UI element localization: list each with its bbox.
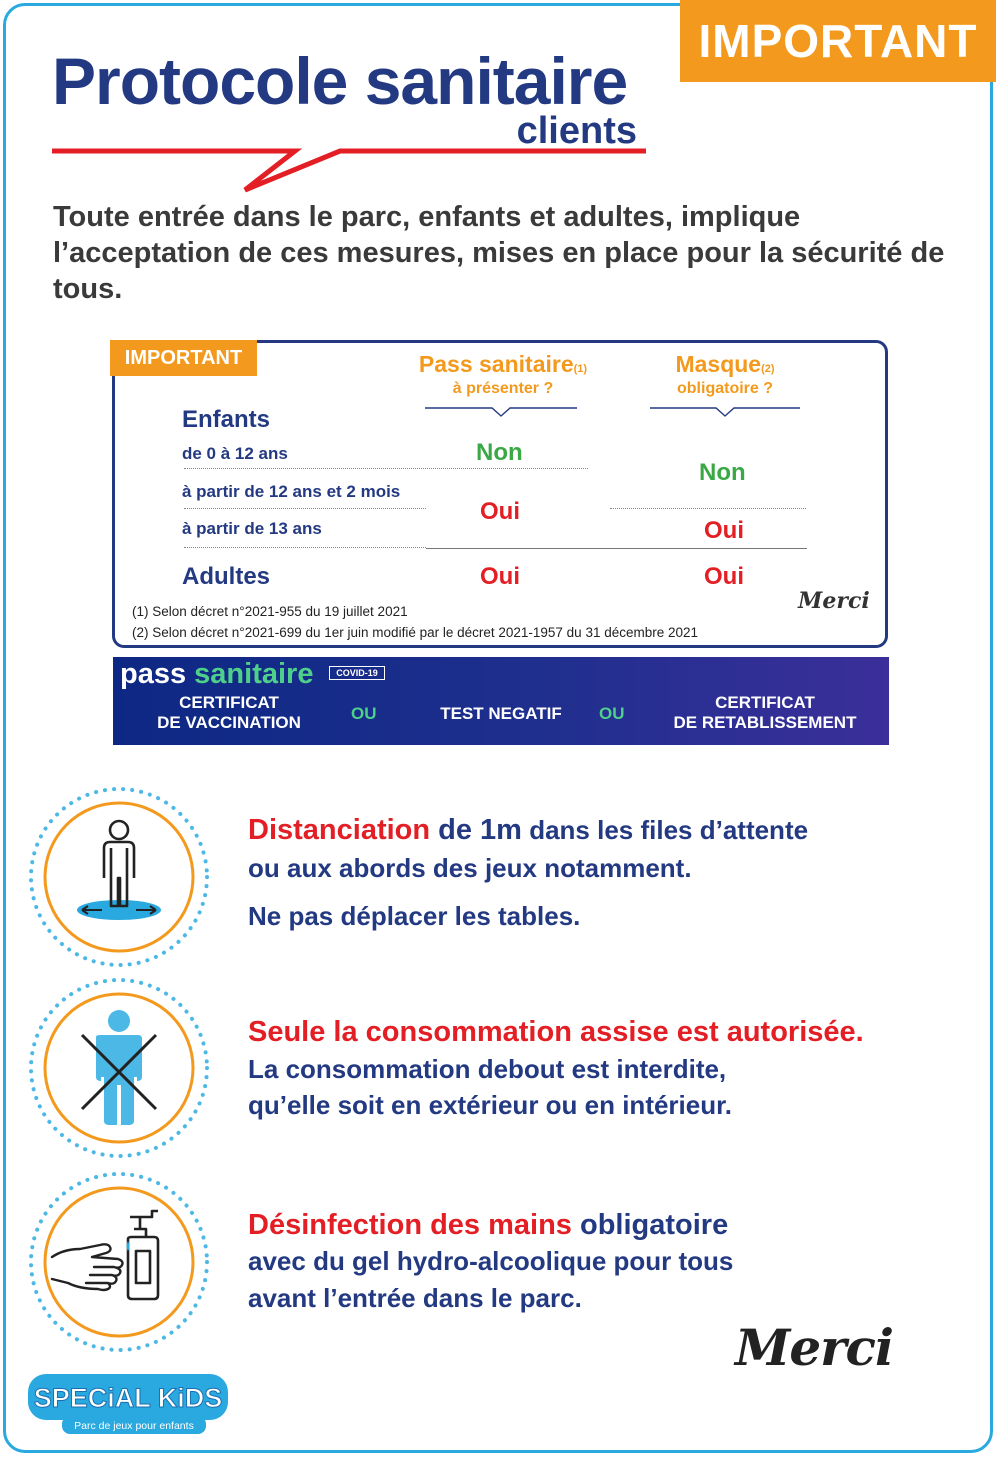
merci-signature: Merci [735, 1318, 893, 1377]
pass-ou-2: OU [599, 704, 625, 723]
col-masque-subheader: obligatoire ? [677, 380, 773, 397]
page-subtitle: clients [516, 110, 637, 152]
footnote-2: (2) Selon décret n°2021-699 du 1er juin modifié par le décret 2021-1957 du 31 décembre 2021 [132, 625, 699, 640]
pass-item-test: TEST NEGATIF [440, 704, 562, 723]
rule-1-line-1: Distanciation de 1m dans les files d’attente [248, 814, 809, 846]
rule-3-line-2: avec du gel hydro-alcoolique pour tous [248, 1246, 734, 1276]
pass-item-vaccination: CERTIFICAT DE VACCINATION [157, 693, 301, 733]
page-title: Protocole sanitaire [52, 44, 628, 118]
hand-sanitizer-icon [24, 1167, 214, 1357]
person-distancing-icon [24, 782, 214, 972]
merci-small: Merci [798, 588, 870, 614]
rule-2-line-1: Seule la consommation assise est autorisée. [248, 1016, 864, 1048]
table-important-badge: IMPORTANT [110, 340, 257, 376]
col-pass-underline [425, 404, 577, 418]
pass-oui-value: Oui [480, 498, 520, 525]
pass-sanitaire-logo: pass sanitaire [120, 658, 314, 690]
adultes-pass-value: Oui [480, 563, 520, 590]
rule-1-line-3: Ne pas déplacer les tables. [248, 901, 581, 931]
row-label-12-2: à partir de 12 ans et 2 mois [182, 482, 401, 501]
group-enfants: Enfants [182, 406, 271, 433]
row-divider [184, 547, 426, 548]
pass-non-value: Non [476, 439, 523, 466]
col-masque-underline [650, 404, 800, 418]
group-adultes: Adultes [182, 563, 271, 590]
row-divider [610, 508, 806, 509]
col-pass-subheader: à présenter ? [452, 380, 554, 397]
col-masque-header: Masque(2) [675, 351, 775, 377]
pass-ou-1: OU [351, 704, 377, 723]
intro-text: Toute entrée dans le parc, enfants et adultes, implique l’acceptation de ces mesures, mises en place pour la sécurité de tous. [53, 201, 945, 305]
svg-text:Parc de jeux pour enfants: Parc de jeux pour enfants [74, 1420, 194, 1432]
important-badge: IMPORTANT [680, 0, 996, 82]
rule-3-line-3: avant l’entrée dans le parc. [248, 1283, 582, 1313]
rule-2-line-2: La consommation debout est interdite, [248, 1054, 727, 1084]
rule-1-line-2: ou aux abords des jeux notamment. [248, 853, 692, 883]
masque-oui-value: Oui [704, 517, 744, 544]
svg-text:SPECiAL KiDS: SPECiAL KiDS [33, 1383, 223, 1413]
rule-2-line-3: qu’elle soit en extérieur ou en intérieur. [248, 1090, 733, 1120]
special-kids-logo [26, 1372, 230, 1436]
adultes-masque-value: Oui [704, 563, 744, 590]
footnote-1: (1) Selon décret n°2021-955 du 19 juillet 2021 [132, 604, 408, 619]
row-divider [184, 508, 426, 509]
speech-bubble-line [50, 146, 650, 196]
row-divider [184, 468, 588, 469]
row-label-13: à partir de 13 ans [182, 519, 322, 538]
covid-badge: COVID-19 [329, 666, 385, 680]
masque-non-value: Non [699, 459, 746, 486]
pass-item-retablissement: CERTIFICAT DE RETABLISSEMENT [673, 693, 857, 733]
group-divider [426, 548, 807, 549]
person-crossed-icon [24, 973, 214, 1163]
col-pass-header: Pass sanitaire(1) [418, 351, 588, 377]
row-label-0-12: de 0 à 12 ans [182, 444, 288, 463]
rule-3-line-1: Désinfection des mains obligatoire [248, 1209, 729, 1241]
